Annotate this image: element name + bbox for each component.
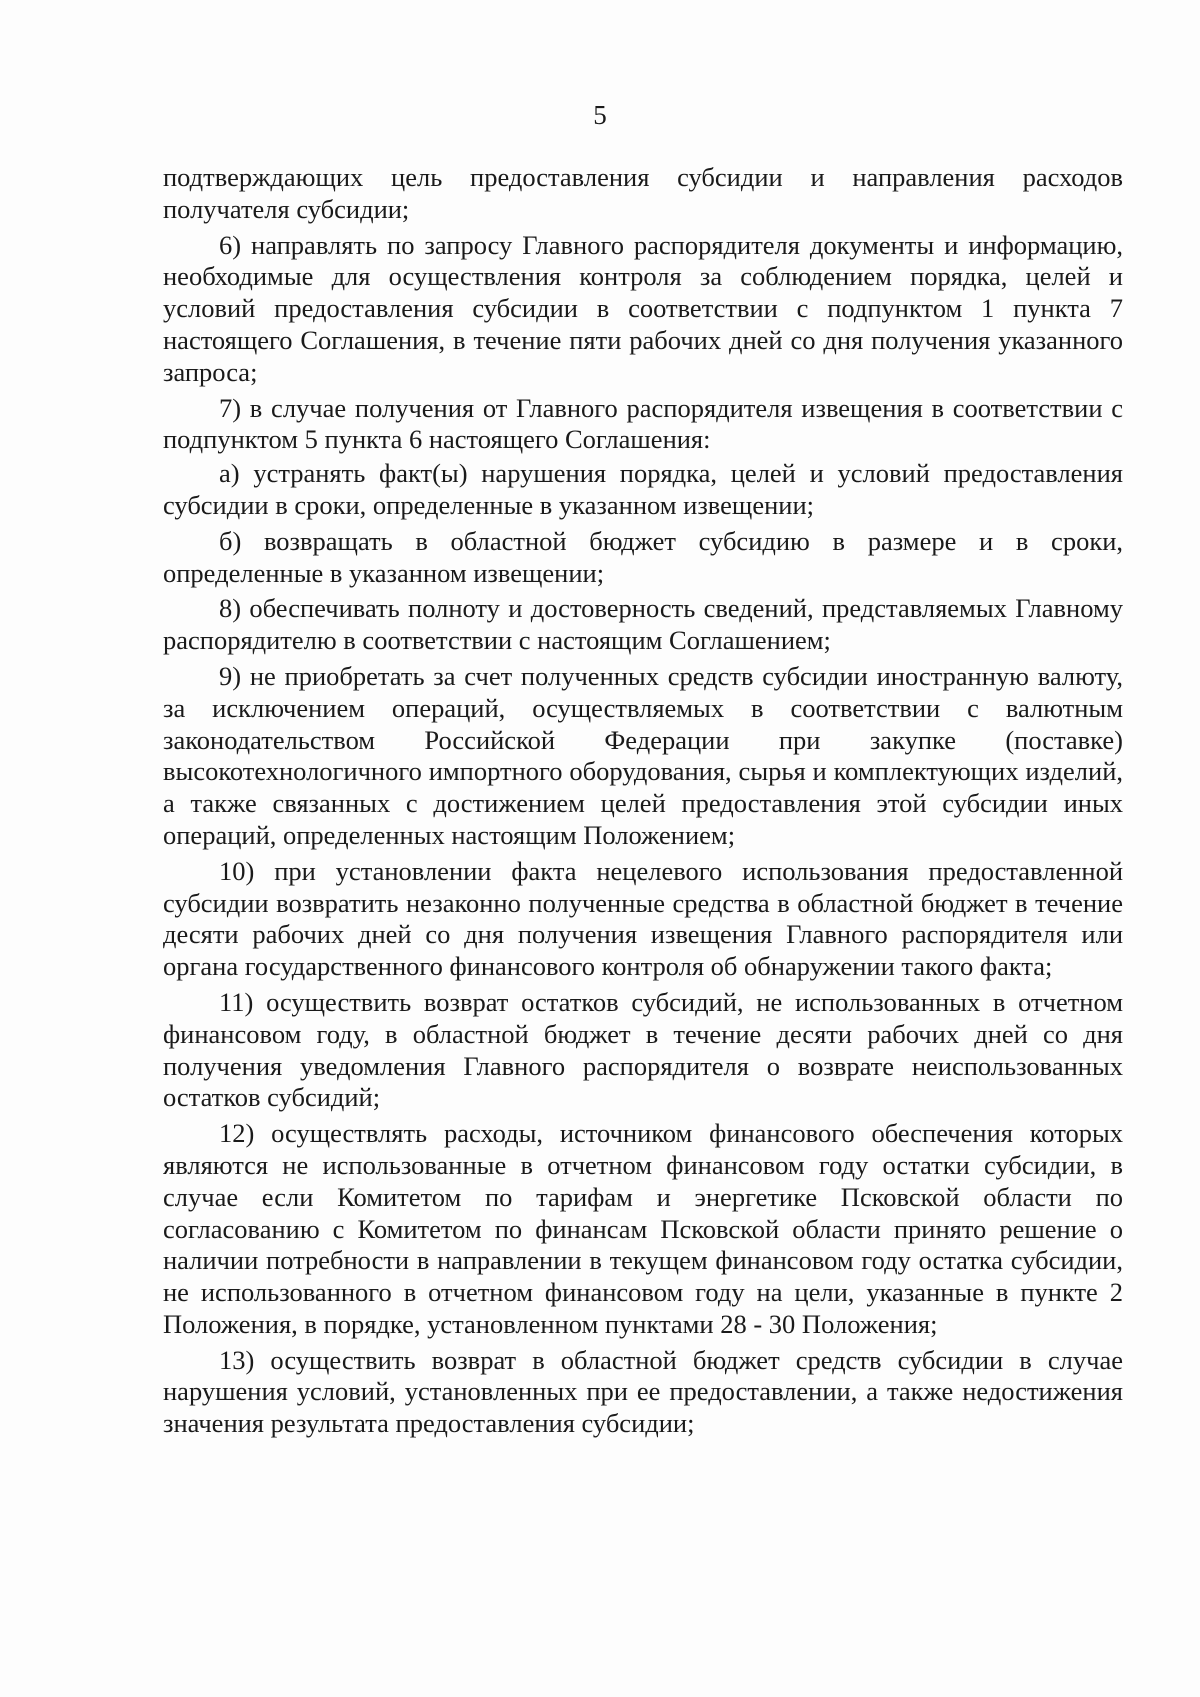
paragraph-item-9: 9) не приобретать за счет полученных средств субсидии иностранную валюту, за исключением операций, осуществляемых в соответствии с валютным законодательством Российской Федерации при закупке (поставке) высокотехнологичного импортного оборудования, сырья и комплектующих изделий, а также связанных с достижением целей предоставления этой субсидии иных операций, определенных настоящим Положением; — [163, 660, 1123, 850]
paragraph-item-7a: а) устранять факт(ы) нарушения порядка, целей и условий предоставления субсидии в сроки, определенные в указанном извещении; — [163, 458, 1123, 520]
paragraph-item-6: 6) направлять по запросу Главного распорядителя документы и информацию, необходимые для осуществления контроля за соблюдением порядка, целей и условий предоставления субсидии в соответствии с подпунктом 1 пункта 7 настоящего Соглашения, в течение пяти рабочих дней со дня получения указанного запроса; — [163, 229, 1123, 387]
paragraph-item-8: 8) обеспечивать полноту и достоверность сведений, представляемых Главному распорядителю в соответствии с настоящим Соглашением; — [163, 593, 1123, 656]
paragraph-item-11: 11) осуществить возврат остатков субсидий, не использованных в отчетном финансовом году, в областной бюджет в течение десяти рабочих дней со дня получения уведомления Главного распорядителя о возврате неиспользованных остатков субсидий; — [163, 986, 1123, 1113]
paragraph-continuation: подтверждающих цель предоставления субсидии и направления расходов получателя субсидии; — [163, 162, 1123, 224]
paragraph-item-10: 10) при установлении факта нецелевого использования предоставленной субсидии возвратить незаконно полученные средства в областной бюджет в течение десяти рабочих дней со дня получения извещения Главного распорядителя или органа государственного финансового контроля об обнаружении такого факта; — [163, 855, 1123, 982]
document-body — [163, 162, 1123, 1444]
paragraph-item-12: 12) осуществлять расходы, источником финансового обеспечения которых являются не использованные в отчетном финансовом году остатки субсидии, в случае если Комитетом по тарифам и энергетике Псковской области по согласованию с Комитетом по финансам Псковской области принято решение о наличии потребности в направлении в текущем финансовом году остатка субсидии, не использованного в отчетном финансовом году на цели, указанные в пункте 2 Положения, в порядке, установленном пунктами 28 - 30 Положения; — [163, 1118, 1123, 1339]
paragraph-item-7b: б) возвращать в областной бюджет субсидию в размере и в сроки, определенные в указанном извещении; — [163, 525, 1123, 588]
page-number: 5 — [593, 100, 607, 130]
paragraph-item-13: 13) осуществить возврат в областной бюджет средств субсидии в случае нарушения условий, установленных при ее предоставлении, а также недостижения значения результата предоставления субсидии; — [163, 1344, 1123, 1439]
paragraph-item-7: 7) в случае получения от Главного распорядителя извещения в соответствии с подпунктом 5 пункта 6 настоящего Соглашения: — [163, 392, 1123, 455]
